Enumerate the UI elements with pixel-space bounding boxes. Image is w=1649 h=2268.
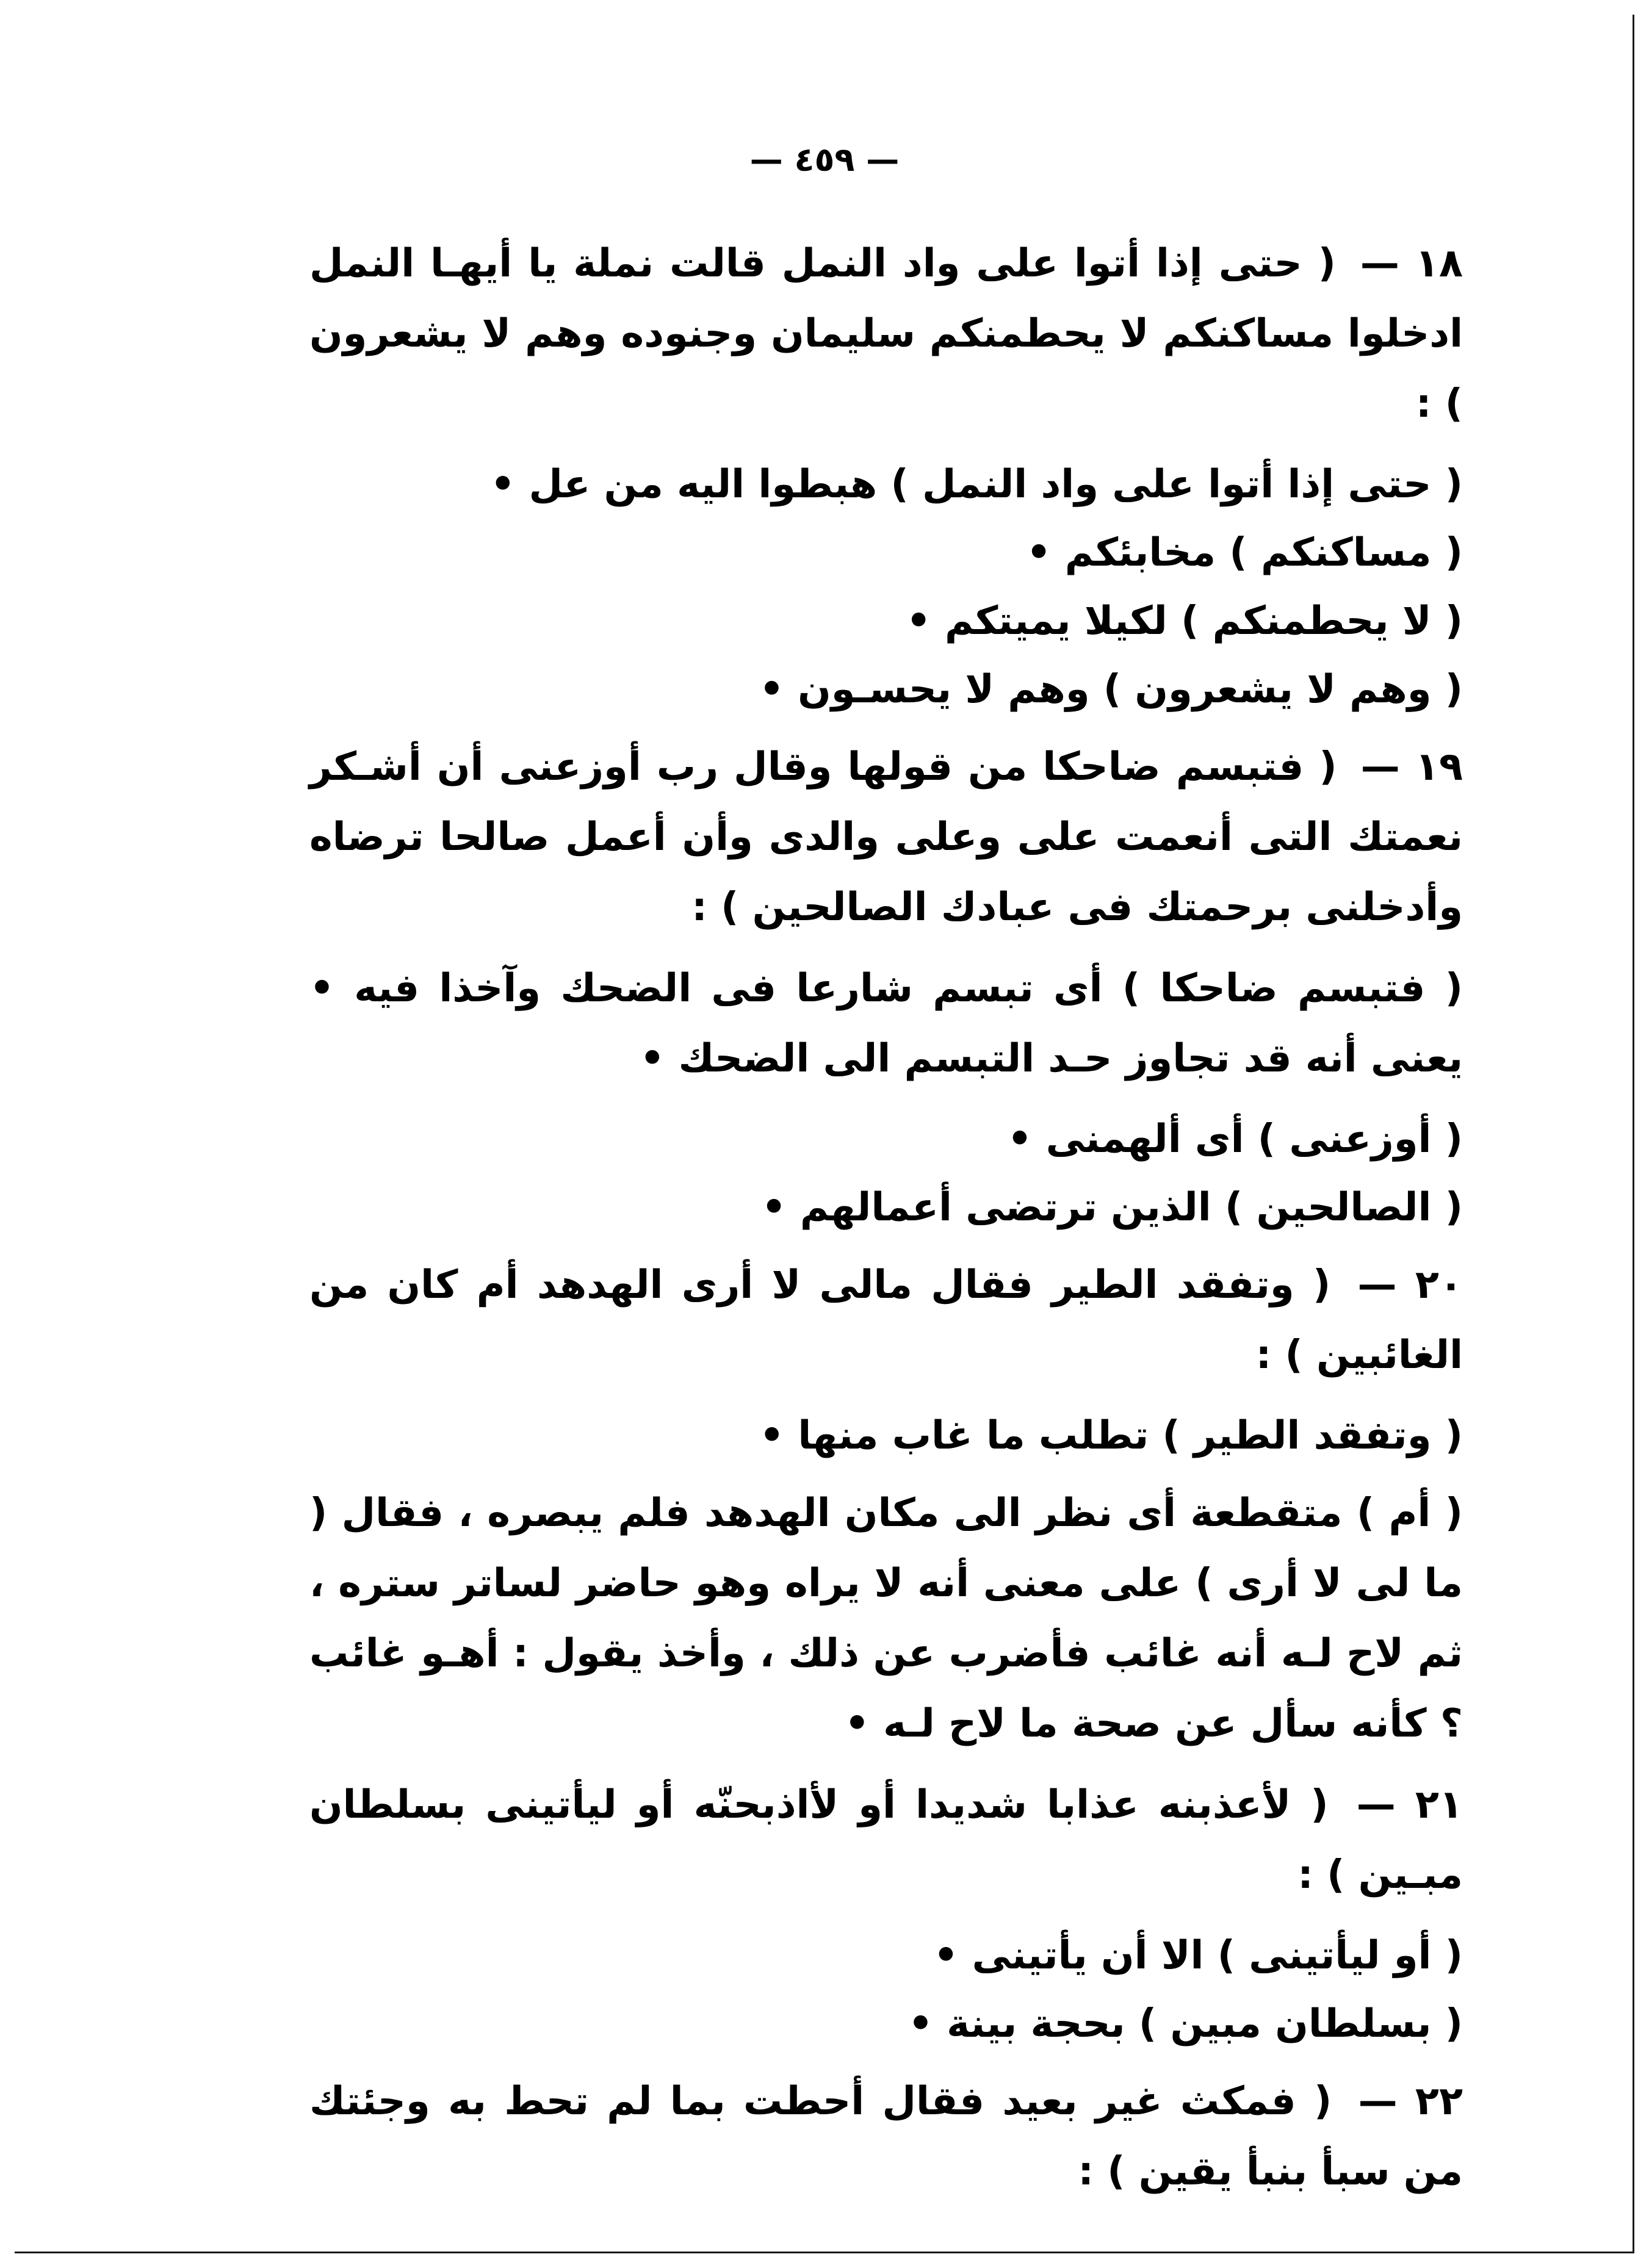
verse-number: ٢٠ — <box>1357 1262 1463 1308</box>
page-number: — ٤٥٩ — <box>749 140 900 179</box>
gloss-block-18 <box>309 450 1463 724</box>
gloss-block-20 <box>309 1402 1463 1470</box>
verse-18 <box>309 229 1463 439</box>
gloss-line: ( الصالحين ) الذين ترتضى أعمالهم • <box>761 1185 1463 1230</box>
verse-text: ( لأعذبنه عذابا شديدا أو لأاذبحنّه أو ليأتينى بسلطان مبـين ) : <box>309 1782 1463 1898</box>
gloss-line: ( أوزعنى ) أى ألهمنى • <box>1007 1117 1463 1162</box>
verse-text: ( فتبسم ضاحكا من قولها وقال رب أوزعنى أن أشـكر نعمتك التى أنعمت على وعلى والدى وأن أعمل صالحا ترضاه وأدخلنى برحمتك فى عبادك الصالحين ) : <box>309 744 1463 930</box>
page-body <box>309 229 1463 2218</box>
commentary-paragraph: ( فتبسم ضاحكا ) أى تبسم شارعا فى الضحك وآخذا فيه • يعنى أنه قد تجاوز حـد التبسم الى الضحك • <box>309 966 1463 1081</box>
verse-19 <box>309 732 1463 943</box>
gloss-block-19 <box>309 1105 1463 1242</box>
verse-number: ١٨ — <box>1360 241 1463 286</box>
verse-text: ( حتى إذا أتوا على واد النمل قالت نملة يا أيهـا النمل ادخلوا مساكنكم لا يحطمنكم سليمان وجنوده وهم لا يشعرون ) : <box>309 241 1463 427</box>
verse-number: ١٩ — <box>1360 744 1463 790</box>
gloss-line: ( بسلطان مبين ) بحجة بينة • <box>907 2001 1463 2047</box>
gloss-line: ( لا يحطمنكم ) لكيلا يميتكم • <box>906 599 1463 644</box>
verse-text: ( وتفقد الطير فقال مالى لا أرى الهدهد أم كان من الغائبين ) : <box>309 1262 1463 1378</box>
verse-21 <box>309 1770 1463 1910</box>
gloss-line: ( وتفقد الطير ) تطلب ما غاب منها • <box>759 1413 1463 1458</box>
gloss-line: ( مساكنكم ) مخابئكم • <box>1026 530 1463 575</box>
commentary-paragraph: ( أم ) متقطعة أى نظر الى مكان الهدهد فلم يبصره ، فقال ( ما لى لا أرى ) على معنى أنه لا يراه وهو حاضر لساتر ستره ، ثم لاح لـه أنه غائب فأضرب عن ذلك ، وأخذ يقول : أهـو غائب ؟ كأنه سأل عن صحة ما لاح لـه • <box>309 1491 1463 1746</box>
gloss-line: ( وهم لا يشعرون ) وهم لا يحسـون • <box>759 667 1463 712</box>
gloss-line: ( أو ليأتينى ) الا أن يأتينى • <box>933 1933 1463 1978</box>
verse-20 <box>309 1250 1463 1391</box>
verse-number: ٢٢ — <box>1358 2079 1463 2124</box>
verse-22 <box>309 2067 1463 2207</box>
verse-number: ٢١ — <box>1356 1782 1463 1827</box>
gloss-line: ( حتى إذا أتوا على واد النمل ) هبطوا اليه من عل • <box>490 462 1463 507</box>
gloss-block-21 <box>309 1921 1463 2058</box>
verse-text: ( فمكث غير بعيد فقال أحطت بما لم تحط به وجئتك من سبأ بنبأ يقين ) : <box>309 2079 1463 2194</box>
